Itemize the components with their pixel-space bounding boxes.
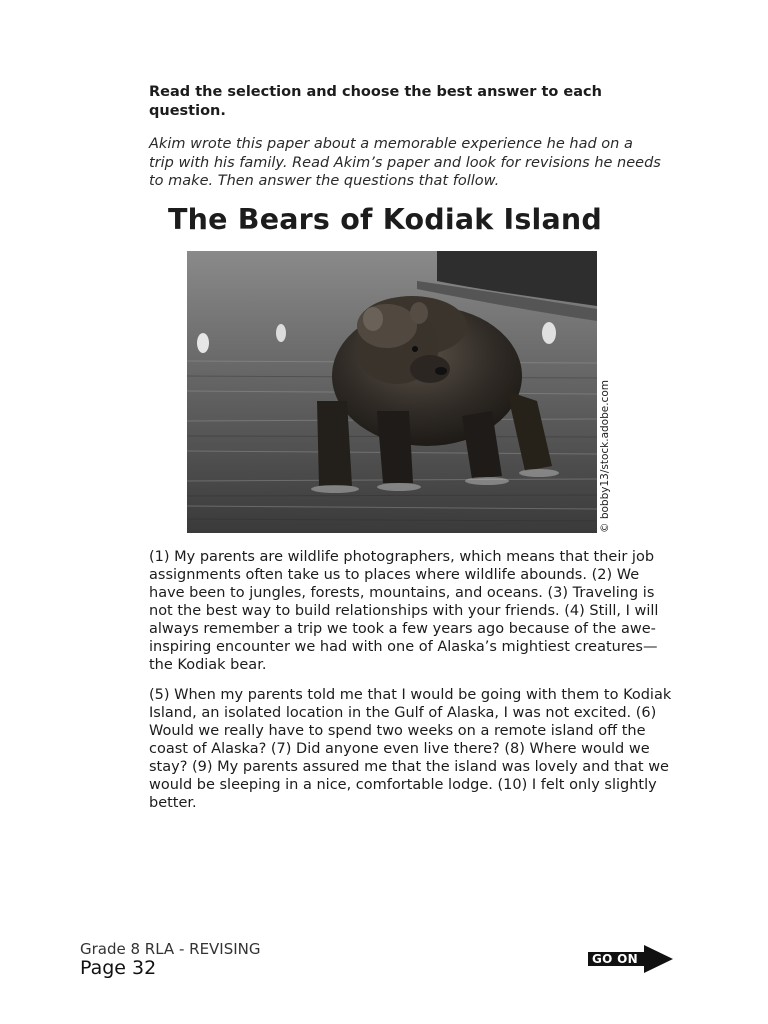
passage-title: The Bears of Kodiak Island (168, 203, 603, 236)
intro-text: Akim wrote this paper about a memorable experience he had on a trip with his family. Read Akim’s paper and look for revisions he needs to make. Then answer the questions that follow. (149, 136, 661, 189)
brown-bear-photo (187, 251, 597, 533)
go-on-label: GO ON (592, 952, 638, 966)
directions-text: Read the selection and choose the best answer to each question. (149, 84, 602, 119)
paragraph-2: (5) When my parents told me that I would be going with them to Kodiak Island, an isolated location in the Gulf of Alaska, I was not excited. (6) Would we really have to spend two weeks on a remote island off the coast of Alaska? (7) Did anyone even live there? (8) Where would we stay? (9) My parents assured me that the island was lovely and that we would be sleeping in a nice, comfortable lodge. (10) I felt only slightly better. (149, 687, 672, 811)
photo-credit: © bobby13/stock.adobe.com (599, 380, 611, 533)
bear-illustration (187, 251, 597, 533)
footer-grade-label: Grade 8 RLA - REVISING (80, 940, 261, 958)
go-on-button[interactable] (588, 944, 674, 974)
footer-page-number: Page 32 (80, 957, 157, 979)
paragraph-1: (1) My parents are wildlife photographers, which means that their job assignments often take us to places where wildlife abounds. (2) We have been to jungles, forests, mountains, and oceans. (3) Traveling is not the best way to build relationships with your friends. (4) Still, I will always remember a trip we took a few years ago because of the awe-inspiring encounter we had with one of Alaska’s mightiest creatures—the Kodiak bear. (149, 549, 659, 673)
